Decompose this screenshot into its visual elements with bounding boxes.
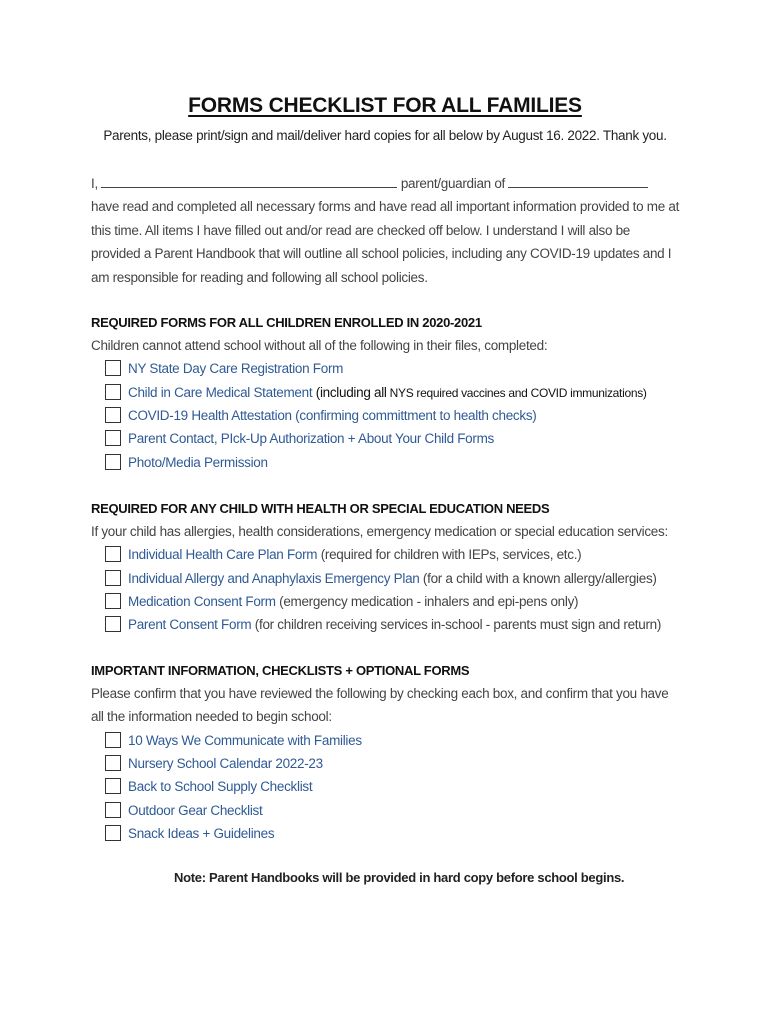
checkbox[interactable]	[105, 570, 121, 586]
section-intro: If your child has allergies, health considerations, emergency medication or special education services:	[91, 524, 668, 539]
checklist-item	[105, 775, 691, 798]
checklist-item	[105, 729, 691, 752]
checklist-item	[105, 451, 691, 474]
form-link[interactable]: Snack Ideas + Guidelines	[128, 826, 275, 841]
section-important-information	[91, 659, 691, 845]
form-link[interactable]: Medication Consent Form	[128, 594, 276, 609]
checklist	[91, 729, 691, 845]
checkbox[interactable]	[105, 778, 121, 794]
page-title: FORMS CHECKLIST FOR ALL FAMILIES	[188, 94, 582, 117]
parent-name-blank[interactable]	[101, 173, 397, 188]
section-intro: Children cannot attend school without all of the following in their files, completed:	[91, 338, 548, 353]
item-note: (required for children with IEPs, services, etc.)	[317, 547, 582, 563]
form-link[interactable]: Nursery School Calendar 2022-23	[128, 756, 323, 772]
checklist-item	[105, 543, 691, 566]
checkbox[interactable]	[105, 407, 121, 423]
checklist-item	[105, 590, 691, 613]
form-link[interactable]: Parent Contact, PIck-Up Authorization + About Your Child Forms	[128, 431, 494, 447]
checklist-item	[105, 427, 691, 450]
page-subtitle: Parents, please print/sign and mail/deliver hard copies for all below by August 16. 2022. Thank you.	[103, 128, 667, 143]
statement-body: have read and completed all necessary forms and have read all important information provided to me at this time. All items I have filled out and/or read are checked off below. I understand I will also be provided a Parent Handbook that will outline all school policies, including any COVID-19 updates and I am responsible for reading and following all school policies.	[91, 199, 680, 285]
checklist-item	[105, 357, 691, 380]
section-heading: REQUIRED FOR ANY CHILD WITH HEALTH OR SPECIAL EDUCATION NEEDS	[91, 501, 550, 516]
checklist	[91, 543, 691, 636]
checkbox[interactable]	[105, 755, 121, 771]
checkbox[interactable]	[105, 384, 121, 400]
checklist-item	[105, 381, 691, 404]
form-link[interactable]: Child in Care Medical Statement	[128, 384, 313, 400]
footnote: Note: Parent Handbooks will be provided in hard copy before school begins.	[174, 870, 625, 885]
form-link[interactable]: Individual Allergy and Anaphylaxis Emergency Plan	[128, 570, 420, 586]
checkbox[interactable]	[105, 430, 121, 446]
checklist-item	[105, 613, 691, 636]
section-intro: Please confirm that you have reviewed the following by checking each box, and confirm that you have all the information needed to begin school:	[91, 686, 669, 725]
checklist-item	[105, 404, 691, 427]
checklist-item	[105, 752, 691, 775]
form-link[interactable]: 10 Ways We Communicate with Families	[128, 732, 362, 748]
checkbox[interactable]	[105, 546, 121, 562]
item-note: (emergency medication - inhalers and epi-pens only)	[275, 594, 579, 609]
checkbox[interactable]	[105, 593, 121, 609]
checklist-item	[105, 567, 691, 590]
form-link[interactable]: NY State Day Care Registration Form	[128, 361, 344, 377]
item-note: (for a child with a known allergy/allergies)	[419, 570, 657, 586]
checklist-item	[105, 822, 691, 845]
form-link[interactable]: COVID-19 Health Attestation (confirming committment to health checks)	[128, 408, 537, 423]
checklist	[91, 357, 691, 473]
form-link[interactable]: Parent Consent Form	[128, 617, 252, 633]
parent-statement	[91, 172, 681, 289]
checkbox[interactable]	[105, 802, 121, 818]
section-heading: IMPORTANT INFORMATION, CHECKLISTS + OPTIONAL FORMS	[91, 663, 470, 678]
section-health-needs	[91, 497, 691, 637]
form-link[interactable]: Outdoor Gear Checklist	[128, 802, 263, 818]
item-note: (for children receiving services in-school - parents must sign and return)	[251, 617, 662, 633]
checkbox[interactable]	[105, 360, 121, 376]
checkbox[interactable]	[105, 732, 121, 748]
item-note-small: NYS required vaccines and COVID immunizations)	[386, 385, 647, 400]
checklist-item	[105, 799, 691, 822]
statement-prefix: I,	[91, 176, 98, 191]
form-link[interactable]: Back to School Supply Checklist	[128, 779, 313, 795]
section-required-forms	[91, 311, 691, 474]
item-note: (including all	[315, 384, 387, 400]
checkbox[interactable]	[105, 616, 121, 632]
statement-middle: parent/guardian of	[400, 176, 505, 191]
section-heading: REQUIRED FORMS FOR ALL CHILDREN ENROLLED IN 2020-2021	[91, 315, 482, 330]
checkbox[interactable]	[105, 454, 121, 470]
checkbox[interactable]	[105, 825, 121, 841]
form-link[interactable]: Individual Health Care Plan Form	[128, 547, 318, 563]
child-name-blank[interactable]	[508, 173, 648, 188]
form-link[interactable]: Photo/Media Permission	[128, 454, 268, 470]
